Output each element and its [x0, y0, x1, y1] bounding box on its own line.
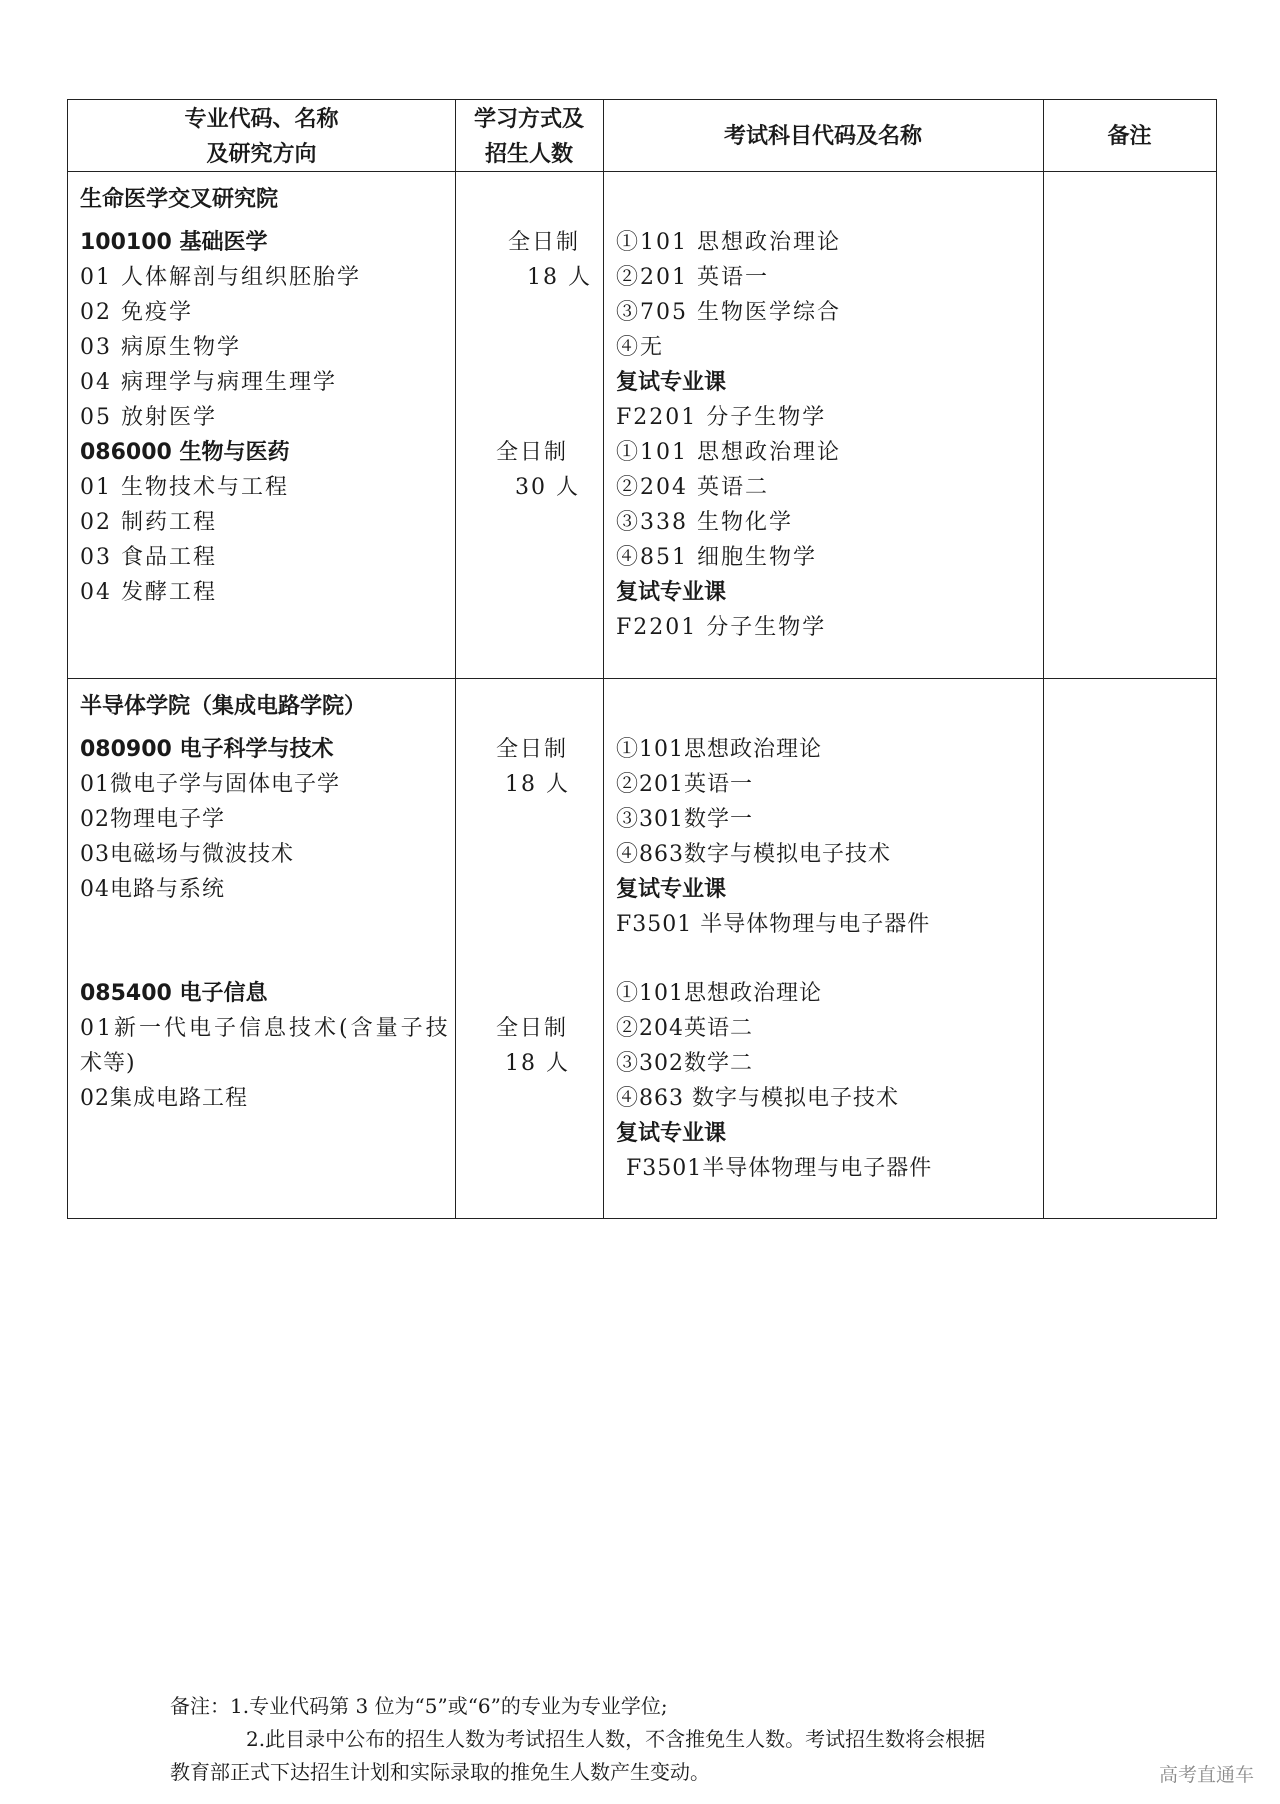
retest-subject: F3501半导体物理与电子器件 — [626, 1156, 933, 1181]
header-mode — [455, 102, 603, 172]
research-direction: 02 免疫学 — [80, 300, 193, 325]
research-direction: 03 病原生物学 — [80, 335, 241, 360]
exam-subject: ①101思想政治理论 — [616, 737, 822, 762]
research-direction: 05 放射医学 — [80, 405, 217, 430]
study-mode: 全日制 — [496, 440, 569, 465]
footnote-line: 2.此目录中公布的招生人数为考试招生人数，不含推免生人数。考试招生数将会根据 — [246, 1727, 986, 1751]
retest-subject: F2201 分子生物学 — [616, 405, 827, 430]
research-direction: 01微电子学与固体电子学 — [80, 772, 340, 797]
header-mode-line1: 学习方式及 — [473, 107, 584, 132]
exam-subject: ②204英语二 — [616, 1016, 753, 1041]
exam-subject: ④无 — [616, 335, 665, 360]
research-direction: 01 生物技术与工程 — [80, 475, 289, 500]
research-direction: 01新一代电子信息技术(含量子技 — [80, 1016, 451, 1041]
exam-subject: ④863 数字与模拟电子技术 — [616, 1086, 899, 1111]
header-major-line2: 及研究方向 — [206, 142, 317, 167]
study-mode: 全日制 — [496, 737, 569, 762]
enrollment-quota: 18 人 — [527, 265, 592, 290]
research-direction: 03 食品工程 — [80, 545, 217, 570]
exam-subject: ④851 细胞生物学 — [616, 545, 817, 570]
exam-subject: ③302数学二 — [616, 1051, 753, 1076]
exam-subject: ③301数学一 — [616, 807, 753, 832]
research-direction: 术等) — [80, 1051, 136, 1076]
retest-label: 复试专业课 — [616, 580, 727, 605]
research-direction: 04电路与系统 — [80, 877, 225, 902]
research-direction: 02集成电路工程 — [80, 1086, 248, 1111]
retest-subject: F2201 分子生物学 — [616, 615, 827, 640]
exam-subject: ②204 英语二 — [616, 475, 769, 500]
college-title: 半导体学院（集成电路学院） — [80, 694, 367, 719]
study-mode: 全日制 — [496, 1016, 569, 1041]
retest-label: 复试专业课 — [616, 370, 727, 395]
enrollment-quota: 18 人 — [505, 1051, 570, 1076]
major-code-name: 085400 电子信息 — [80, 981, 268, 1006]
header-mode-line2: 招生人数 — [484, 142, 573, 167]
header-exam: 考试科目代码及名称 — [723, 124, 922, 149]
retest-subject: F3501 半导体物理与电子器件 — [616, 912, 931, 937]
enrollment-quota: 18 人 — [505, 772, 570, 797]
column-divider — [603, 100, 604, 1218]
research-direction: 02 制药工程 — [80, 510, 217, 535]
research-direction: 03电磁场与微波技术 — [80, 842, 294, 867]
footnote-line: 备注：1.专业代码第 3 位为“5”或“6”的专业为专业学位; — [170, 1694, 668, 1718]
exam-subject: ①101 思想政治理论 — [616, 230, 841, 255]
retest-label: 复试专业课 — [616, 877, 727, 902]
exam-subject: ④863数字与模拟电子技术 — [616, 842, 891, 867]
exam-subject: ②201 英语一 — [616, 265, 769, 290]
header-major — [68, 102, 455, 172]
watermark: 高考直通车 — [1158, 1764, 1254, 1786]
header-major-line1: 专业代码、名称 — [184, 107, 339, 132]
header-notes: 备注 — [1107, 124, 1152, 149]
exam-subject: ③338 生物化学 — [616, 510, 793, 535]
research-direction: 02物理电子学 — [80, 807, 225, 832]
college-title: 生命医学交叉研究院 — [80, 187, 279, 212]
exam-subject: ②201英语一 — [616, 772, 753, 797]
footnote-line: 教育部正式下达招生计划和实际录取的推免生人数产生变动。 — [170, 1760, 710, 1784]
retest-label: 复试专业课 — [616, 1121, 727, 1146]
column-divider — [455, 100, 456, 1218]
major-code-name: 080900 电子科学与技术 — [80, 737, 334, 762]
enrollment-quota: 30 人 — [515, 475, 580, 500]
section-divider — [68, 678, 1216, 679]
research-direction: 01 人体解剖与组织胚胎学 — [80, 265, 361, 290]
major-code-name: 100100 基础医学 — [80, 230, 268, 255]
exam-subject: ①101思想政治理论 — [616, 981, 822, 1006]
major-code-name: 086000 生物与医药 — [80, 440, 290, 465]
enrollment-catalog-table — [67, 99, 1217, 1219]
research-direction: 04 发酵工程 — [80, 580, 217, 605]
column-divider — [1043, 100, 1044, 1218]
study-mode: 全日制 — [508, 230, 581, 255]
exam-subject: ③705 生物医学综合 — [616, 300, 841, 325]
exam-subject: ①101 思想政治理论 — [616, 440, 841, 465]
research-direction: 04 病理学与病理生理学 — [80, 370, 337, 395]
